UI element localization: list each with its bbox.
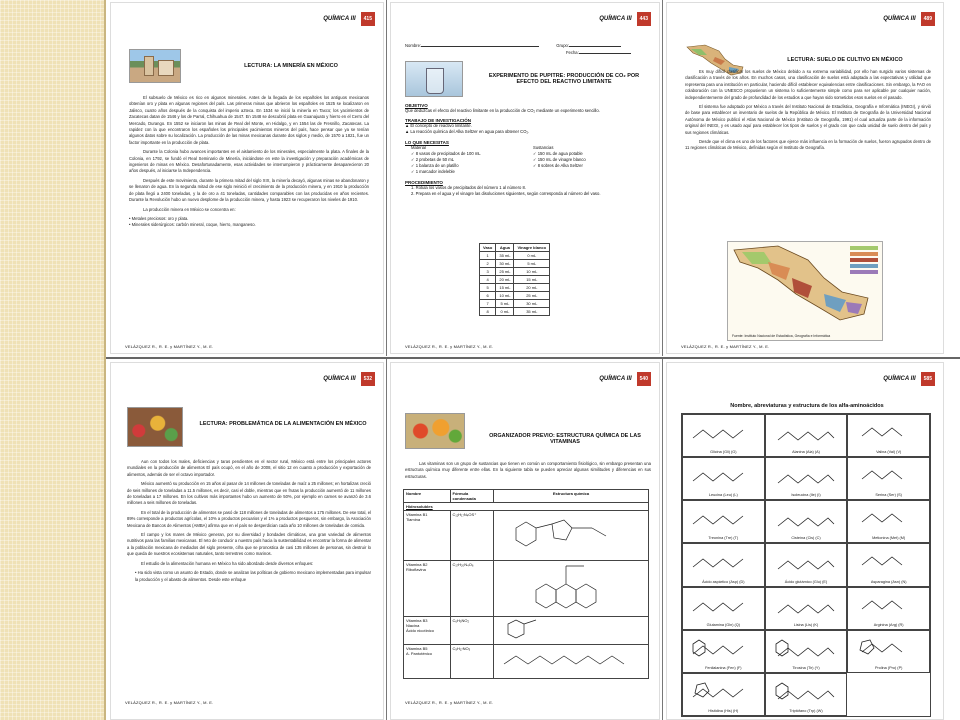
- page-vitaminas: [390, 362, 660, 720]
- page-number: 443: [637, 12, 651, 26]
- bullet-text: Ha sido vista como un asunto de Estado, donde se analizan las políticas de gobierno mexicano implementadas para impulsar la producción y el abasto de alimentos. Desde este enfoque: [135, 570, 371, 582]
- formula: C₁₂H₁₇N₄OS⁺: [450, 511, 494, 561]
- paragraph: Desde que el clima es uno de los factores que ejerce más influencia en la formación de suelos, fueron agrupados dentro de 11 regiones climáticas de México, definidas según el Instituto de Geografía.: [685, 139, 931, 151]
- table-cell: 35 mL: [514, 308, 550, 316]
- list-text: La reacción química del Alka Seltzer en agua para obtener CO₂.: [410, 129, 530, 135]
- amino-acid-structure: [772, 461, 842, 491]
- page-header: [883, 372, 935, 386]
- amino-acid-structure: [689, 418, 759, 448]
- table-cell: 20 mL: [496, 276, 514, 284]
- amino-acid-cell: [682, 630, 765, 673]
- amino-acid-structure: [772, 634, 842, 664]
- vitamin-common-name: Riboflavina: [406, 567, 426, 572]
- amino-acid-cell: [847, 630, 930, 673]
- body-text: [405, 99, 651, 197]
- list-item: ✓ 2 probetas de 50 mL: [411, 157, 455, 163]
- table-cell: 35 mL: [496, 252, 514, 260]
- table-row: [480, 292, 550, 300]
- amino-acid-label: Lisina (Lis) (K): [793, 622, 819, 627]
- amino-acid-cell: [765, 673, 848, 716]
- list-text: 1 balanza de un platillo: [415, 163, 459, 169]
- bullet-text: Metales preciosos: oro y plata.: [131, 215, 189, 221]
- section-heading: OBJETIVO: [405, 103, 428, 108]
- amino-acid-structure: [772, 504, 842, 534]
- page-number: 540: [637, 372, 651, 386]
- amino-acid-cell: [682, 673, 765, 716]
- paragraph: En el total de la producción de alimentos se pasó de 118 millones de toneladas de alimentos a 175 millones. De ese total, el 89% corresponde a productos agrícolas, el 10% a productos pecuarios y el 1% a productos pesqueros, sin embargo, la Asociación Mexicana de Bancos de Alimentos (AMBA) afirma que en el país se desperdician cada año 10 millones de toneladas de comida.: [127, 509, 371, 528]
- list-item: ✓ 150 mL de vinagre blanco: [533, 157, 586, 163]
- structure-cell: [494, 561, 649, 617]
- column-header: Nombre: [404, 490, 451, 503]
- page-title: LECTURA: PROBLEMÁTICA DE LA ALIMENTACIÓN EN MÉXICO: [199, 421, 367, 427]
- column-header: Vinagre blanco: [514, 244, 550, 252]
- footer: VELÁZQUEZ R., R. E. y MARTÍNEZ Y., M. E.: [681, 344, 770, 349]
- amino-acid-structure: [689, 634, 759, 664]
- page-title: LECTURA: SUELO DE CULTIVO EN MÉXICO: [787, 57, 903, 63]
- amino-acid-structure: [854, 418, 924, 448]
- amino-acid-label: Serina (Ser) (S): [875, 493, 902, 498]
- table-row: [480, 308, 550, 316]
- date-field-row: [566, 50, 631, 56]
- footer: VELÁZQUEZ R., R. E. y MARTÍNEZ Y., M. E.: [125, 344, 214, 349]
- table-row: [404, 617, 649, 645]
- amino-acid-label: Arginina (Arg) (R): [873, 622, 904, 627]
- market-photo: [127, 407, 183, 447]
- page-mineria: [110, 2, 384, 354]
- column-header: Estructura química: [494, 490, 649, 503]
- table-cell: 30 mL: [514, 300, 550, 308]
- amino-acid-structure: [854, 504, 924, 534]
- paragraph: El campo y los mares de México generan, por su diversidad y bondades climáticas, una gran variedad de alimentos nutritivos para las familias mexicanas. El reto de conducir a nuestro país hacia la sustentabilidad es encontrar la forma de alimentar a la población mexicana de mediados del siglo presente, cifra que se pronostica de casi 135 millones de personas, sin destruir lo que queda de nuestros ecosistemas naturales, tanto terrestres como marinos.: [127, 532, 371, 557]
- paragraph: La producción minera en México se concentra en:: [143, 206, 236, 212]
- structure-cell: [494, 645, 649, 679]
- amino-acid-label: Triptófano (Trp) (W): [789, 708, 823, 713]
- solutions-table: [479, 243, 550, 316]
- amino-acid-cell: [847, 457, 930, 500]
- column-heading: Material: [411, 144, 426, 150]
- paragraph: Aun con todos los males, deficiencias y taras pendientes en el sector rural, México está entre los principales actores mundiales en la producción de alimentos El país ocupó, en el año de 2008, el sitio 12 en cuanto a producción y exportación de alimentos, además de ser el octavo importador.: [127, 459, 371, 477]
- vitamin-common-name: A. Pantoténico: [406, 651, 433, 656]
- list-text: 150 mL de vinagre blanco: [537, 157, 586, 163]
- table-cell: 0 mL: [496, 308, 514, 316]
- divider: [662, 0, 663, 356]
- map-caption: Fuente: Instituto Nacional de Estadística, Geografía e Informática: [732, 334, 831, 338]
- amino-acid-structure: [772, 677, 842, 707]
- paragraph: El estudio de la alimentación humana en México ha sido abordado desde diversos enfoques:: [141, 560, 314, 566]
- food-photo: [405, 413, 465, 449]
- amino-acid-structure: [689, 547, 759, 577]
- amino-acid-label: Treonina (Tre) (T): [708, 536, 739, 541]
- column-header: Fórmula condensada: [450, 490, 494, 503]
- table-cell: 6: [480, 292, 496, 300]
- header-label: QUÍMICA III: [599, 376, 632, 382]
- town-photo: [129, 49, 181, 83]
- table-cell: 20 mL: [514, 284, 550, 292]
- fecha-label: Fecha:: [566, 50, 579, 55]
- materials-columns: [405, 145, 651, 176]
- table-cell: 5 mL: [514, 260, 550, 268]
- amino-acid-structure: [854, 591, 924, 621]
- vitamin-name: Vitamina B3: [406, 618, 428, 623]
- amino-acid-label: Cisteína (Cis) (C): [791, 536, 821, 541]
- amino-acid-structure: [854, 634, 924, 664]
- step-text: 1. Rotula los vasos de precipitados del número 1 al número 8.: [411, 184, 526, 190]
- table-cell: 1: [480, 252, 496, 260]
- section-heading: PROCEDIMIENTO: [405, 179, 443, 185]
- riboflavin-structure: [496, 562, 636, 614]
- bullet-text: Minerales siderúrgicos: carbón mineral, coque, hierro, manganeso.: [131, 222, 256, 228]
- table-cell: 25 mL: [496, 268, 514, 276]
- page-aminoacidos: [666, 362, 944, 720]
- amino-acid-structure: [689, 591, 759, 621]
- amino-acid-label: Prolina (Pro) (P): [874, 665, 903, 670]
- table-row: [480, 268, 550, 276]
- table-cell: 7: [480, 300, 496, 308]
- step-text: 2. Prepara en el agua y el vinagre las disoluciones siguientes, según corresponda al número del vaso.: [411, 190, 601, 196]
- page-header: [323, 372, 375, 386]
- header-label: QUÍMICA III: [883, 16, 916, 22]
- paragraph: Es muy difícil clasificar los suelos de México debido a su extrema variabilidad, por ello han surgido varios sistemas de clasificación a través de los años. En muchos casos, una clasificación de suelos está adaptada a las expectativas y utilidad que representa para una institución en particular, haciendo difícil establecer equivalencias entre clasificaciones. Sin embargo, la FAO en colaboración con la UNESCO propusieron un sistema lo suficientemente simple como para ser aplicable por cualquier nación, independientemente del grado de profundidad de los estudios a que hayan sido sometidos esos suelos en el pasado.: [685, 69, 931, 100]
- amino-acid-label: Alanina (Ala) (A): [792, 450, 820, 455]
- page-header: [599, 372, 651, 386]
- amino-acid-cell: [682, 457, 765, 500]
- amino-acid-label: Glicina (Gli) (G): [710, 450, 737, 455]
- header-label: QUÍMICA III: [883, 376, 916, 382]
- column-heading: Sustancias: [533, 144, 554, 150]
- table-row: [480, 284, 550, 292]
- soil-map: [727, 241, 883, 341]
- table-cell: 25 mL: [514, 292, 550, 300]
- amino-acid-structure: [854, 547, 924, 577]
- vitamin-name: Vitamina B5: [406, 646, 428, 651]
- header-label: QUÍMICA III: [323, 16, 356, 22]
- paragraph: El subsuelo de México es rico en algunos minerales. Antes de la llegada de los españoles los antiguos mexicanos obtenían oro y plata en algunas regiones del país. Las primeras minas que abrieron los españoles en 1525 se localizaron en Jalisco, cuatro años después de la conquista del imperio azteca. En 1534 se inició la minería en Taxco; los yacimientos de Zacatecas datan de 1546 y los de Parral, Chihuahua de 1547. En 1548 se descubrió plata en Guanajuato y hierro en el Cerro del Mercado, Durango. En 1552 se iniciaron las minas de Real del Monte, en Hidalgo, y en 1554 las de Fresnillo, Zacatecas. La rapidez con la que encontraron los españoles los principales yacimientos mineros del país, hace pensar que ya se tenían algunos datos sobre su localización. La producción de las minas mexicanas durante dos siglos y medio, de 1570 a 1821, fue un factor importante en la producción de plata.: [129, 95, 369, 145]
- page-experimento: [390, 2, 660, 354]
- table-row: [480, 276, 550, 284]
- page-header: [883, 12, 935, 26]
- table-row: [480, 300, 550, 308]
- vitamin-name: Vitamina B1: [406, 512, 428, 517]
- table-cell: 15 mL: [496, 284, 514, 292]
- body-text: [127, 459, 371, 583]
- page-number: 532: [361, 372, 375, 386]
- vitamin-common-name: Niacina: [406, 623, 420, 628]
- amino-acid-cell: [765, 500, 848, 543]
- divider: [386, 359, 387, 720]
- amino-acid-cell: [765, 414, 848, 457]
- footer: VELÁZQUEZ R., R. E. y MARTÍNEZ Y., M. E.: [125, 700, 214, 705]
- table-cell: 10 mL: [496, 292, 514, 300]
- table-cell: 15 mL: [514, 276, 550, 284]
- amino-acid-cell: [765, 587, 848, 630]
- table-cell: 5: [480, 284, 496, 292]
- paragraph: México aumentó su producción en 15 años al pasar de 14 millones de toneladas de maíz a 25 millones; en hortalizas creció de seis millones de toneladas a 11.5 millones, es decir, casi el doble, mientras que en frutas la producción aumentó de 11 millones de toneladas a 17 millones. En los cultivos más importantes hubo un aumento de 50%, por ejemplo en carnes se avanzó de 3.6 millones a seis millones de toneladas.: [127, 481, 371, 506]
- formula: C₆H₅NO₂: [450, 617, 494, 645]
- map-legend: [850, 246, 878, 274]
- divider: [386, 0, 387, 356]
- list-item: ✓ 150 mL de agua potable: [533, 150, 583, 156]
- column-header: Vaso: [480, 244, 496, 252]
- list-item: • Metales preciosos: oro y plata.: [129, 215, 189, 221]
- table-cell: 3: [480, 268, 496, 276]
- list-text: 1 marcador indeleble: [415, 169, 455, 175]
- amino-acid-label: Ácido glutámico (Glu) (E): [784, 579, 828, 584]
- list-item: ✓ 8 sobres de Alka Seltzer: [533, 163, 583, 169]
- vitamin-name: Vitamina B2: [406, 562, 428, 567]
- table-row: [404, 561, 649, 617]
- table-row: [480, 260, 550, 268]
- vitamin-common-name: Tiamina: [406, 517, 421, 522]
- structure-cell: [494, 617, 649, 645]
- list-text: 8 vasos de precipitados de 100 mL: [415, 150, 481, 156]
- paragraph: Durante la Colonia hubo avances importantes en el aislamiento de los minerales, especialmente la plata. A finales de la Colonia, en 1792, se fundó el Real Seminario de Minería, iniciándose en este la investigación y preparación académicas de ingenieros de minas en México. Desafortunadamente, esas actividades se interrumpieron y prácticamente desaparecieron 20 años después, al iniciarse la Independencia.: [129, 149, 369, 174]
- amino-acid-structure: [772, 591, 842, 621]
- table-cell: 2: [480, 260, 496, 268]
- list-item: ▲ El concepto de reactivo limitante.: [405, 123, 472, 129]
- amino-acid-structure: [772, 418, 842, 448]
- page-number: 489: [921, 12, 935, 26]
- footer: VELÁZQUEZ R., R. E. y MARTÍNEZ Y., M. E.: [405, 344, 494, 349]
- list-text: 150 mL de agua potable: [537, 150, 583, 156]
- amino-acid-label: Histidina (His) (H): [708, 708, 739, 713]
- vitamin-alt-name: Ácido nicotínico: [406, 628, 435, 633]
- amino-acid-label: Valina (Val) (V): [876, 450, 902, 455]
- table-row: [480, 252, 550, 260]
- list-item: ✓ 8 vasos de precipitados de 100 mL: [411, 150, 481, 156]
- table-row: [404, 645, 649, 679]
- formula: C₉H₁₇NO₅: [450, 645, 494, 679]
- vitamins-table: [403, 489, 649, 679]
- table-cell: 10 mL: [514, 268, 550, 276]
- amino-acid-label: Leucina (Leu) (L): [708, 493, 738, 498]
- amino-acid-cell: [765, 630, 848, 673]
- list-text: El concepto de reactivo limitante.: [410, 123, 472, 129]
- body-text: [129, 95, 369, 229]
- pantothenic-structure: [496, 646, 646, 674]
- amino-acid-cell: [682, 587, 765, 630]
- amino-acid-label: Asparagina (Asn) (N): [870, 579, 907, 584]
- amino-acid-cell: [682, 500, 765, 543]
- list-item: ✓ 1 marcador indeleble: [411, 169, 455, 175]
- table-cell: 8: [480, 308, 496, 316]
- beaker-photo: [405, 61, 463, 97]
- page-title: Nombre, abreviaturas y estructura de los alfa-aminoácidos: [730, 403, 884, 409]
- structure-cell: [494, 511, 649, 561]
- list-item: • Ha sido vista como un asunto de Estado, donde se analizan las políticas de gobierno mexicano implementadas para impulsar la producción y el abasto de alimentos. Desde este enfoque: [135, 570, 371, 582]
- amino-acid-cell: [847, 500, 930, 543]
- list-item: ✓ 1 balanza de un platillo: [411, 163, 459, 169]
- list-item: • Minerales siderúrgicos: carbón mineral, coque, hierro, manganeso.: [129, 222, 256, 228]
- grupo-label: Grupo:: [556, 43, 570, 48]
- header-label: QUÍMICA III: [599, 16, 632, 22]
- amino-acid-label: Metionina (Met) (M): [872, 536, 906, 541]
- page-header: [323, 12, 375, 26]
- list-text: 2 probetas de 50 mL: [415, 157, 455, 163]
- amino-acid-cell: [682, 414, 765, 457]
- objective-text: Que deduzcas el efecto del reactivo limitante en la producción de CO₂ mediante un experimento sencillo.: [405, 108, 600, 113]
- page-number: 585: [921, 372, 935, 386]
- page-title: LECTURA: LA MINERÍA EN MÉXICO: [244, 63, 338, 69]
- page-title: ORGANIZADOR PREVIO: ESTRUCTURA QUÍMICA DE LAS VITAMINAS: [489, 433, 641, 445]
- page-header: [599, 12, 651, 26]
- table-row: [404, 511, 649, 561]
- paragraph: El sistema fue adoptado por México a través del Instituto Nacional de Estadística, Geografía e Informática (INEGI), y sirvió de base para establecer un inventario de suelos de la República de México. El Instituto de Geografía de la Universidad Nacional Autónoma de México publicó el Atlas Nacional de México (Instituto de Geografía, 1991) el cual actualiza parte de la información original del INEGI, y es usado aquí para establecer los tipos de suelos y el grado con que cada unidad de suelo dentro del país y sus regiones climáticas.: [685, 104, 931, 135]
- amino-acid-cell: [765, 543, 848, 586]
- group-label: Hidrosolubles: [404, 503, 649, 511]
- divider: [106, 357, 960, 359]
- amino-acid-label: Fenilalanina (Fen) (F): [705, 665, 742, 670]
- header-label: QUÍMICA III: [323, 376, 356, 382]
- table-cell: 4: [480, 276, 496, 284]
- section-heading: LO QUE NECESITAS: [405, 139, 449, 145]
- decorative-side-strip: [0, 0, 106, 720]
- amino-acid-cell: [682, 543, 765, 586]
- amino-acid-cell: [847, 587, 930, 630]
- amino-acid-cell: [847, 543, 930, 586]
- amino-acid-label: Isoleucina (Ile) (I): [791, 493, 821, 498]
- amino-acid-structure: [772, 547, 842, 577]
- body-text: [685, 69, 931, 155]
- table-cell: 0 mL: [514, 252, 550, 260]
- amino-acid-cell: [847, 414, 930, 457]
- list-item: ▲ La reacción química del Alka Seltzer en agua para obtener CO₂.: [405, 129, 530, 135]
- column-header: Agua: [496, 244, 514, 252]
- formula: C₁₇H₂₀N₄O₆: [450, 561, 494, 617]
- table-cell: 30 mL: [496, 260, 514, 268]
- amino-acid-structure: [689, 461, 759, 491]
- amino-acid-label: Ácido aspártico (Asp) (D): [702, 579, 745, 584]
- page-suelo: [666, 2, 944, 354]
- table-cell: 5 mL: [496, 300, 514, 308]
- page-number: 415: [361, 12, 375, 26]
- divider: [662, 359, 663, 720]
- footer: VELÁZQUEZ R., R. E. y MARTÍNEZ Y., M. E.: [405, 700, 494, 705]
- niacin-structure: [496, 618, 556, 642]
- page-title: EXPERIMENTO DE PUPITRE: PRODUCCIÓN DE CO₂ POR EFECTO DEL REACTIVO LIMITANTE: [488, 73, 640, 85]
- intro-text: Las vitaminas son un grupo de sustancias que tienen en común un comportamiento fisiológico, sin embargo presentan una estructura química muy diferente entre ellas. En la siguiente tabla se pueden apreciar algunas similitudes y diferencias en sus estructuras.: [405, 461, 651, 479]
- amino-acid-structure: [689, 504, 759, 534]
- amino-acid-cell: [765, 457, 848, 500]
- amino-acid-structure: [854, 461, 924, 491]
- list-text: 8 sobres de Alka Seltzer: [537, 163, 583, 169]
- section-heading: TRABAJO DE INVESTIGACIÓN: [405, 118, 472, 124]
- thiamine-structure: [496, 512, 636, 558]
- amino-acid-label: Glutamina (Gln) (Q): [706, 622, 740, 627]
- paragraph: Después de este movimiento, durante la primera mitad del siglo XIX, la minería decayó, algunas minas se abandonaron y se llenaron de agua. En la segunda mitad de ese siglo reinició el crecimiento de la producción minera, y en 1910 la producción de plata llegó a 2400 toneladas, y la de oro a 41 toneladas, cantidades comparables con las producidas en años recientes. Durante la Revolución hubo un nuevo desplome de la producción minera, y hasta 1923 se recuperaron los niveles de 1910.: [129, 177, 369, 203]
- amino-acid-grid: [681, 413, 931, 717]
- name-field-row: [405, 43, 655, 49]
- page-alimentacion: [110, 362, 384, 720]
- amino-acid-structure: [689, 677, 759, 707]
- amino-acid-label: Tirosina (Tir) (Y): [792, 665, 820, 670]
- nombre-label: Nombre:: [405, 43, 422, 48]
